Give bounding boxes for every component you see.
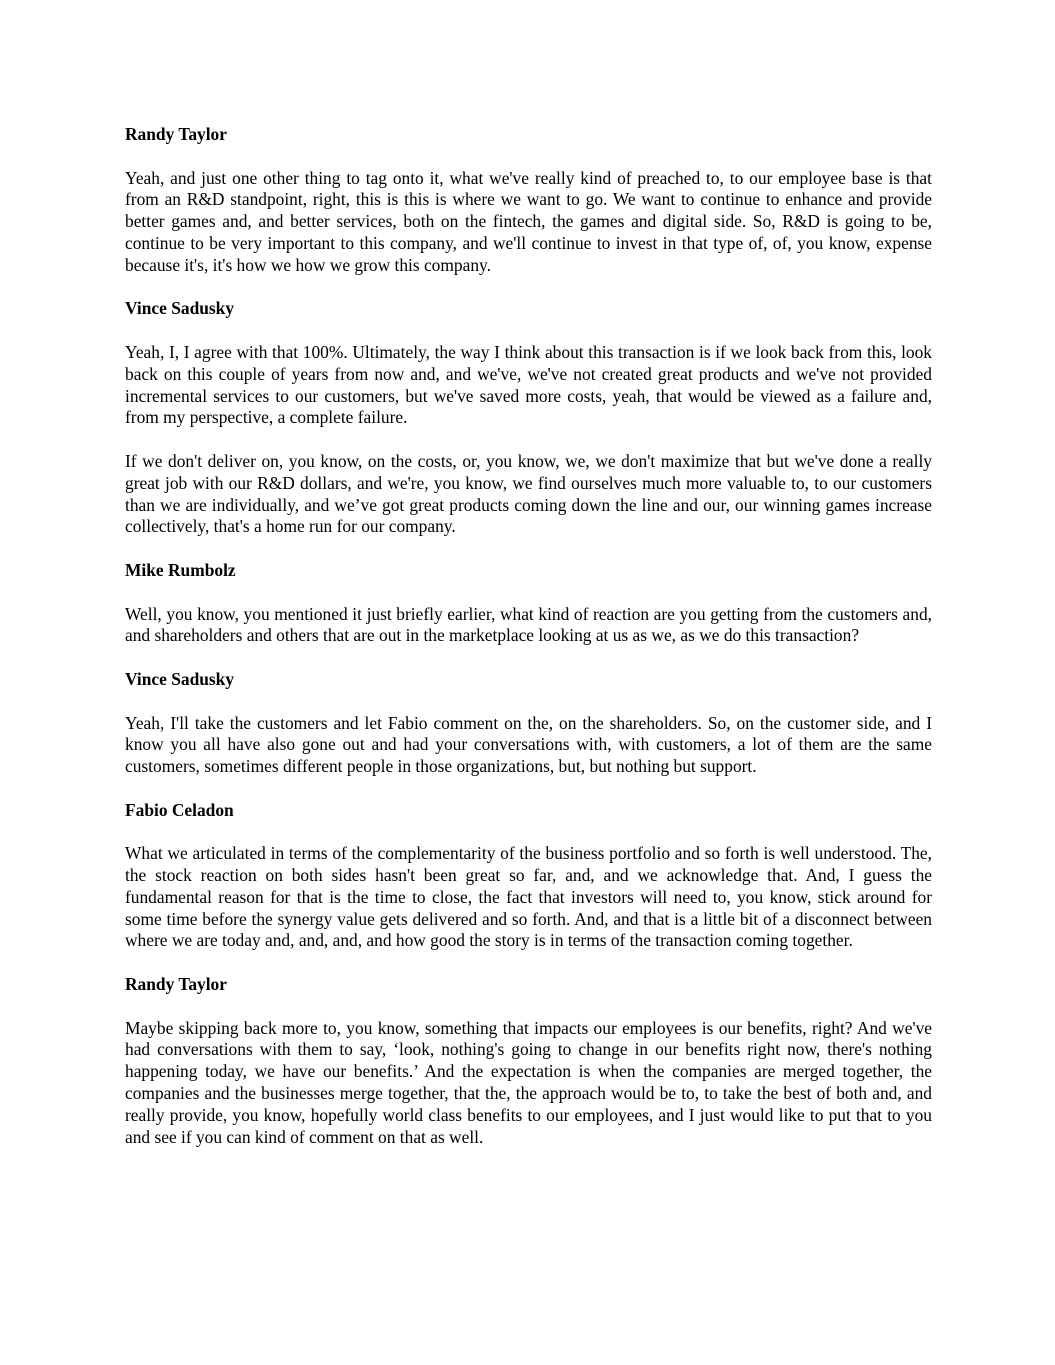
transcript-paragraph: If we don't deliver on, you know, on the costs, or, you know, we, we don't maximize that but we've done a really great job with our R&D dollars, and we're, you know, we find ourselves much more valuable to, to our customers than we are individually, and we’ve got great products coming down the line and our, our winning games increase collectively, that's a home run for our company. [125,450,932,537]
transcript-paragraph: What we articulated in terms of the complementarity of the business portfolio and so forth is well understood. The, the stock reaction on both sides hasn't been great so far, and, and we acknowledge that. And, I guess the fundamental reason for that is the time to close, the fact that investors will need to, you know, stick around for some time before the synergy value gets delivered and so forth. And, and that is a little bit of a disconnect between where we are today and, and, and, and how good the story is in terms of the transaction coming together. [125,843,932,951]
speaker-name: Vince Sadusky [125,668,235,689]
speaker-name: Fabio Celadon [125,799,234,820]
speaker-name: Vince Sadusky [125,298,235,319]
speaker-name: Mike Rumbolz [125,559,236,580]
speaker-name: Randy Taylor [125,974,227,995]
transcript-paragraph: Yeah, I'll take the customers and let Fabio comment on the, on the shareholders. So, on the customer side, and I know you all have also gone out and had your conversations with, with customers, a lot of them are the same customers, sometimes different people in those organizations, but, but nothing but support. [125,712,932,777]
transcript-paragraph: Maybe skipping back more to, you know, something that impacts our employees is our benefits, right? And we've had conversations with them to say, ‘look, nothing's going to change in our benefits right now, there's nothing happening today, we have our benefits.’ And the expectation is when the companies are merged together, the companies and the businesses merge together, that the, the approach would be to, to take the best of both and, and really provide, you know, hopefully world class benefits to our employees, and I just would like to put that to you and see if you can kind of comment on that as well. [125,1017,932,1147]
speaker-name: Randy Taylor [125,124,227,144]
transcript-paragraph: Yeah, I, I agree with that 100%. Ultimately, the way I think about this transaction is if we look back from this, look back on this couple of years from now and, and we've, we've not created great products and we've not provided incremental services to our customers, but we've saved more costs, yeah, that would be viewed as a failure and, from my perspective, a complete failure. [125,341,932,428]
transcript-paragraph: Yeah, and just one other thing to tag onto it, what we've really kind of preached to, to our employee base is that from an R&D standpoint, right, this is this is where we want to go. We want to continue to enhance and provide better games and, and better services, both on the fintech, the games and digital side. So, R&D is going to be, continue to be very important to this company, and we'll continue to invest in that type of, of, you know, expense because it's, it's how we how we grow this company. [125,167,932,275]
transcript-paragraph: Well, you know, you mentioned it just briefly earlier, what kind of reaction are you getting from the customers and, and shareholders and others that are out in the marketplace looking at us as we, as we do this transaction? [125,603,932,646]
transcript-page [125,124,932,1170]
